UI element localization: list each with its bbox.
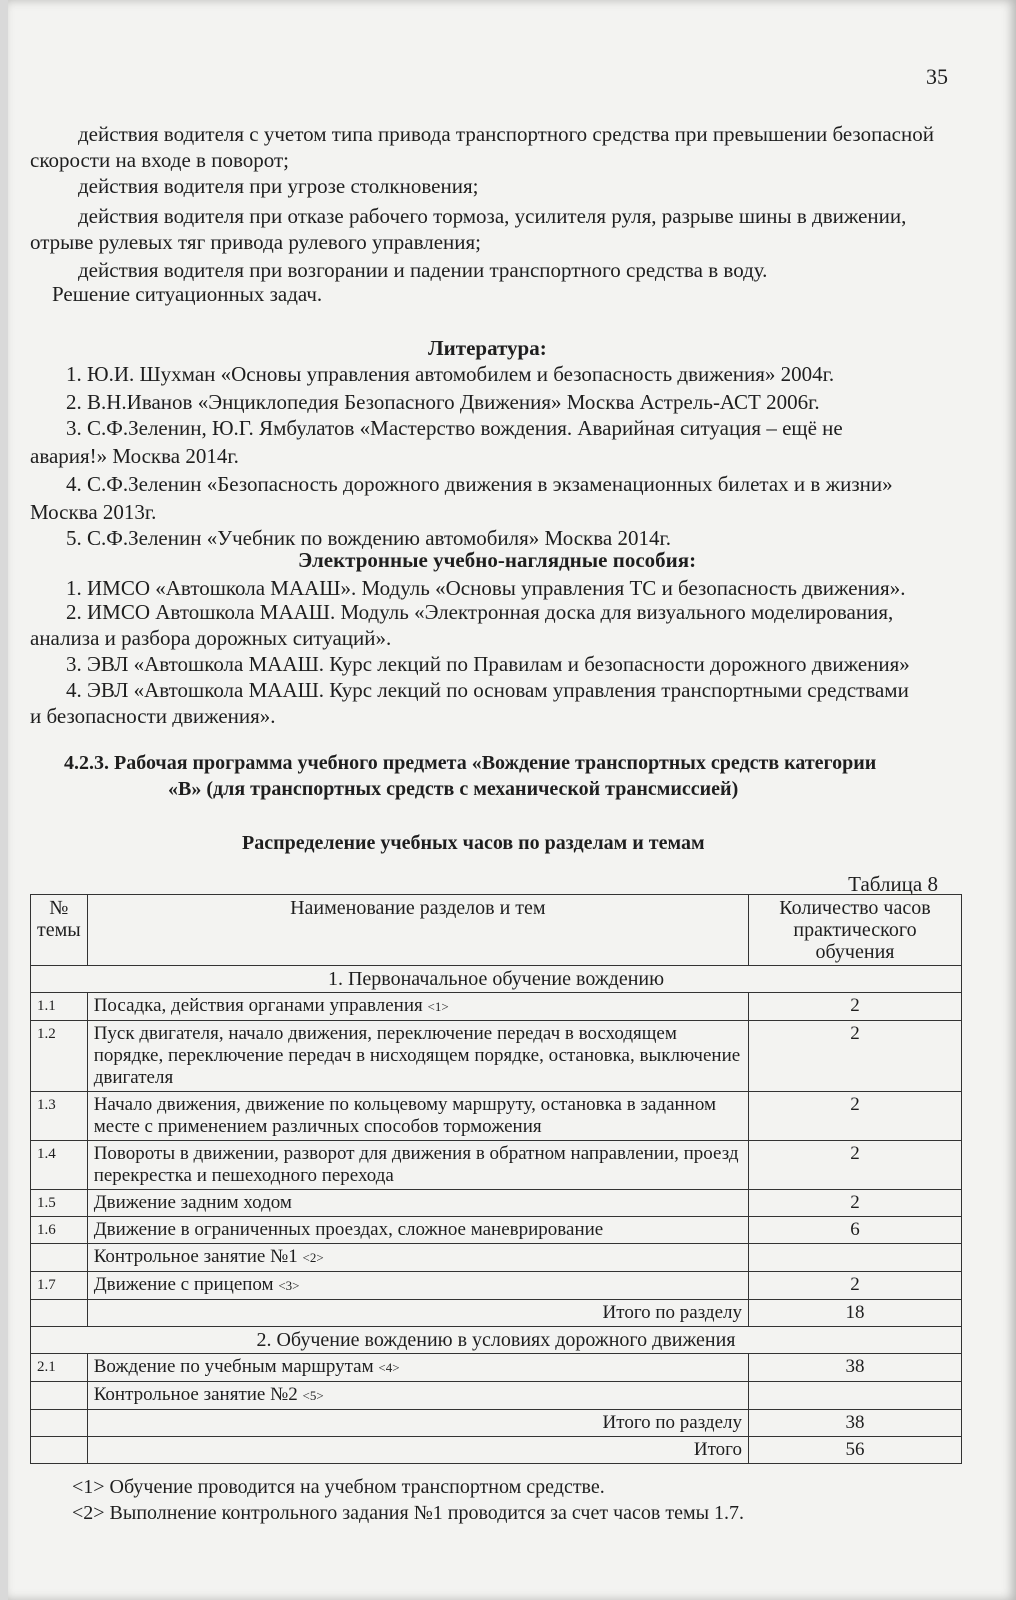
topic-num	[31, 1382, 88, 1410]
literature-item: 3. С.Ф.Зеленин, Ю.Г. Ямбулатов «Мастерство вождения. Аварийная ситуация – ещё не	[66, 416, 843, 440]
table-row	[31, 1141, 962, 1190]
intro-line: действия водителя при угрозе столкновения;	[78, 174, 479, 198]
table-row	[31, 1217, 962, 1244]
footnote: <1> Обучение проводится на учебном транспортном средстве.	[72, 1476, 605, 1498]
literature-item: 1. Ю.И. Шухман «Основы управления автомобилем и безопасность движения» 2004г.	[66, 362, 835, 386]
hours-table	[30, 894, 962, 1464]
electronic-item: 3. ЭВЛ «Автошкола МААШ. Курс лекций по Правилам и безопасности дорожного движения»	[66, 652, 910, 676]
table-row	[31, 1190, 962, 1217]
subtotal-row	[31, 1410, 962, 1437]
table-row	[31, 1021, 962, 1092]
topic-num: 1.6	[31, 1217, 88, 1244]
intro-line: действия водителя при отказе рабочего тормоза, усилителя руля, разрыве шины в движении,	[78, 204, 907, 228]
electronic-item: 4. ЭВЛ «Автошкола МААШ. Курс лекций по основам управления транспортными средствами	[66, 678, 909, 702]
intro-line: действия водителя при возгорании и падении транспортного средства в воду.	[78, 258, 768, 282]
table-row	[31, 1244, 962, 1272]
section-2-title: 2. Обучение вождению в условиях дорожного движения	[31, 1327, 962, 1354]
topic-num: 1.5	[31, 1190, 88, 1217]
topic-hours: 2	[749, 1021, 962, 1092]
table-row	[31, 1382, 962, 1410]
topic-num: 1.7	[31, 1272, 88, 1300]
intro-line: Решение ситуационных задач.	[52, 282, 323, 306]
topic-name: Посадка, действия органами управления <1>	[87, 993, 748, 1021]
subtotal-row	[31, 1300, 962, 1327]
section-row	[31, 966, 962, 993]
topic-hours: 2	[749, 1272, 962, 1300]
literature-item: Москва 2013г.	[30, 500, 157, 524]
footnote-ref: <2>	[302, 1250, 324, 1265]
table-caption: Таблица 8	[848, 872, 938, 896]
topic-hours: 2	[749, 1141, 962, 1190]
topic-hours: 2	[749, 1092, 962, 1141]
topic-num	[31, 1244, 88, 1272]
header-num: № темы	[31, 895, 88, 966]
subtotal-value: 38	[749, 1410, 962, 1437]
literature-item: авария!» Москва 2014г.	[30, 444, 239, 468]
electronic-item: 1. ИМСО «Автошкола МААШ». Модуль «Основы управления ТС и безопасность движения».	[66, 576, 906, 600]
footnote-ref: <3>	[278, 1278, 300, 1293]
intro-line: отрыве рулевых тяг привода рулевого управления;	[30, 230, 482, 254]
topic-num: 1.1	[31, 993, 88, 1021]
subtotal-label: Итого по разделу	[87, 1410, 748, 1437]
footnote-ref: <5>	[302, 1388, 324, 1403]
topic-num: 2.1	[31, 1354, 88, 1382]
topic-hours	[749, 1244, 962, 1272]
electronic-item: 2. ИМСО Автошкола МААШ. Модуль «Электронная доска для визуального моделирования,	[66, 600, 894, 624]
topic-hours: 2	[749, 1190, 962, 1217]
electronic-item: и безопасности движения».	[30, 704, 276, 728]
section-row	[31, 1327, 962, 1354]
footnote-ref: <4>	[378, 1360, 400, 1375]
topic-name: Движение задним ходом	[87, 1190, 748, 1217]
literature-heading: Литература:	[428, 336, 547, 360]
topic-hours: 38	[749, 1354, 962, 1382]
subtotal-value: 18	[749, 1300, 962, 1327]
section-title-cont: «В» (для транспортных средств с механической трансмиссией)	[168, 778, 739, 800]
grand-total-value: 56	[749, 1437, 962, 1464]
table-row	[31, 1092, 962, 1141]
literature-item: 4. С.Ф.Зеленин «Безопасность дорожного движения в экзаменационных билетах и в жизни»	[66, 472, 893, 496]
intro-line: действия водителя с учетом типа привода транспортного средства при превышении безопасной	[78, 122, 934, 146]
topic-name: Пуск двигателя, начало движения, переключение передач в восходящем порядке, переключение передач в нисходящем порядке, остановка, выключение двигателя	[87, 1021, 748, 1092]
grand-total-row	[31, 1437, 962, 1464]
topic-hours	[749, 1382, 962, 1410]
topic-hours: 2	[749, 993, 962, 1021]
electronic-item: анализа и разбора дорожных ситуаций».	[30, 626, 392, 650]
subtotal-label: Итого по разделу	[87, 1300, 748, 1327]
table-row	[31, 993, 962, 1021]
header-hours: Количество часов практического обучения	[749, 895, 962, 966]
topic-name: Контрольное занятие №1 <2>	[87, 1244, 748, 1272]
topic-num: 1.2	[31, 1021, 88, 1092]
section-title: 4.2.3. Рабочая программа учебного предмета «Вождение транспортных средств категории	[64, 752, 877, 774]
literature-item: 5. С.Ф.Зеленин «Учебник по вождению автомобиля» Москва 2014г.	[66, 526, 671, 550]
page-number: 35	[926, 64, 948, 89]
topic-num: 1.3	[31, 1092, 88, 1141]
table-title: Распределение учебных часов по разделам и темам	[242, 832, 705, 854]
table-row	[31, 1272, 962, 1300]
topic-hours: 6	[749, 1217, 962, 1244]
topic-name: Движение в ограниченных проездах, сложное маневрирование	[87, 1217, 748, 1244]
table-row	[31, 1354, 962, 1382]
topic-name: Начало движения, движение по кольцевому маршруту, остановка в заданном месте с применением различных способов торможения	[87, 1092, 748, 1141]
topic-name: Движение с прицепом <3>	[87, 1272, 748, 1300]
topic-name: Контрольное занятие №2 <5>	[87, 1382, 748, 1410]
grand-total-label: Итого	[87, 1437, 748, 1464]
intro-line: скорости на входе в поворот;	[30, 148, 289, 172]
electronic-heading: Электронные учебно-наглядные пособия:	[298, 548, 697, 572]
topic-name: Вождение по учебным маршрутам <4>	[87, 1354, 748, 1382]
literature-item: 2. В.Н.Иванов «Энциклопедия Безопасного Движения» Москва Астрель-АСТ 2006г.	[66, 390, 820, 414]
topic-name: Повороты в движении, разворот для движения в обратном направлении, проезд перекрестка и пешеходного перехода	[87, 1141, 748, 1190]
footnote-ref: <1>	[427, 999, 449, 1014]
header-name: Наименование разделов и тем	[87, 895, 748, 966]
document-page	[8, 0, 1016, 1600]
topic-num: 1.4	[31, 1141, 88, 1190]
table-header-row	[31, 895, 962, 966]
footnote: <2> Выполнение контрольного задания №1 проводится за счет часов темы 1.7.	[72, 1502, 745, 1524]
section-1-title: 1. Первоначальное обучение вождению	[31, 966, 962, 993]
